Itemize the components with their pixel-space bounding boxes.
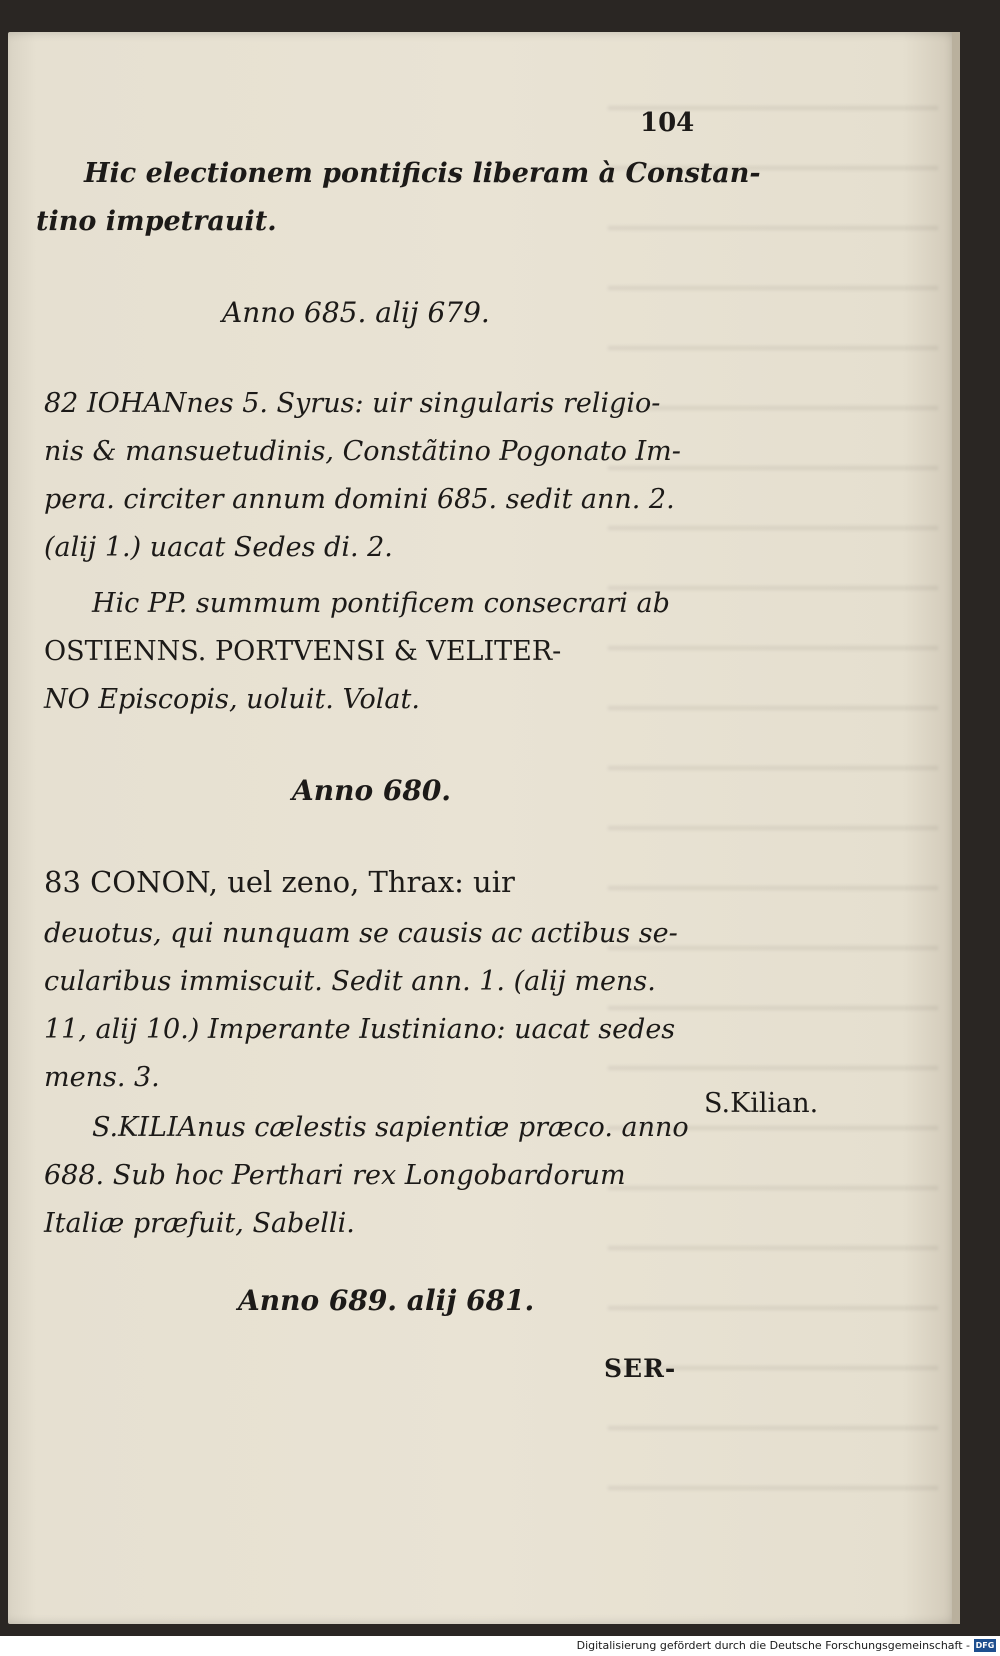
text-line-2: tino impetrauit.: [36, 206, 277, 237]
year-heading-3: Anno 689. alij 681.: [238, 1284, 535, 1317]
text-line-6: (alij 1.) uacat Sedes di. 2.: [44, 532, 393, 563]
text-line-10: 83 CONON, uel zeno, Thrax: uir: [44, 865, 515, 899]
text-line-16: 688. Sub hoc Perthari rex Longobardorum: [44, 1160, 626, 1191]
book-page: [8, 32, 960, 1624]
text-line-17: Italiæ præfuit, Sabelli.: [44, 1208, 355, 1239]
text-line-9: NO Episcopis, uoluit. Volat.: [44, 684, 420, 715]
text-line-13: 11, alij 10.) Imperante Iustiniano: uacat sedes: [44, 1014, 676, 1045]
page-number: 104: [640, 108, 695, 138]
text-line-7: Hic PP. summum pontificem consecrari ab: [92, 588, 670, 619]
text-line-5: pera. circiter annum domini 685. sedit ann. 2.: [44, 484, 675, 515]
text-line-3: 82 IOHANnes 5. Syrus: uir singularis religio-: [44, 388, 661, 419]
page-edge: [952, 32, 960, 1624]
text-line-4: nis & mansuetudinis, Constãtino Pogonato Im-: [44, 436, 681, 467]
text-line-12: cularibus immiscuit. Sedit ann. 1. (alij mens.: [44, 966, 656, 997]
funding-credit: Digitalisierung gefördert durch die Deutsche Forschungsgemeinschaft -: [576, 1639, 970, 1652]
text-line-11: deuotus, qui nunquam se causis ac actibus se-: [44, 918, 678, 949]
year-heading-1: Anno 685. alij 679.: [222, 296, 490, 329]
text-line-8: OSTIENNS. PORTVENSI & VELITER-: [44, 636, 562, 667]
text-line-14: mens. 3.: [44, 1062, 160, 1093]
year-heading-2: Anno 680.: [292, 774, 452, 807]
catchword: SER-: [604, 1354, 677, 1383]
text-line-15: S.KILIAnus cælestis sapientiæ præco. anno: [92, 1112, 689, 1143]
text-line-1: Hic electionem pontificis liberam à Constan-: [84, 158, 761, 189]
marginal-note: S.Kilian.: [704, 1088, 819, 1119]
dfg-logo: DFG: [975, 1641, 995, 1650]
show-through-text: [608, 72, 938, 1532]
